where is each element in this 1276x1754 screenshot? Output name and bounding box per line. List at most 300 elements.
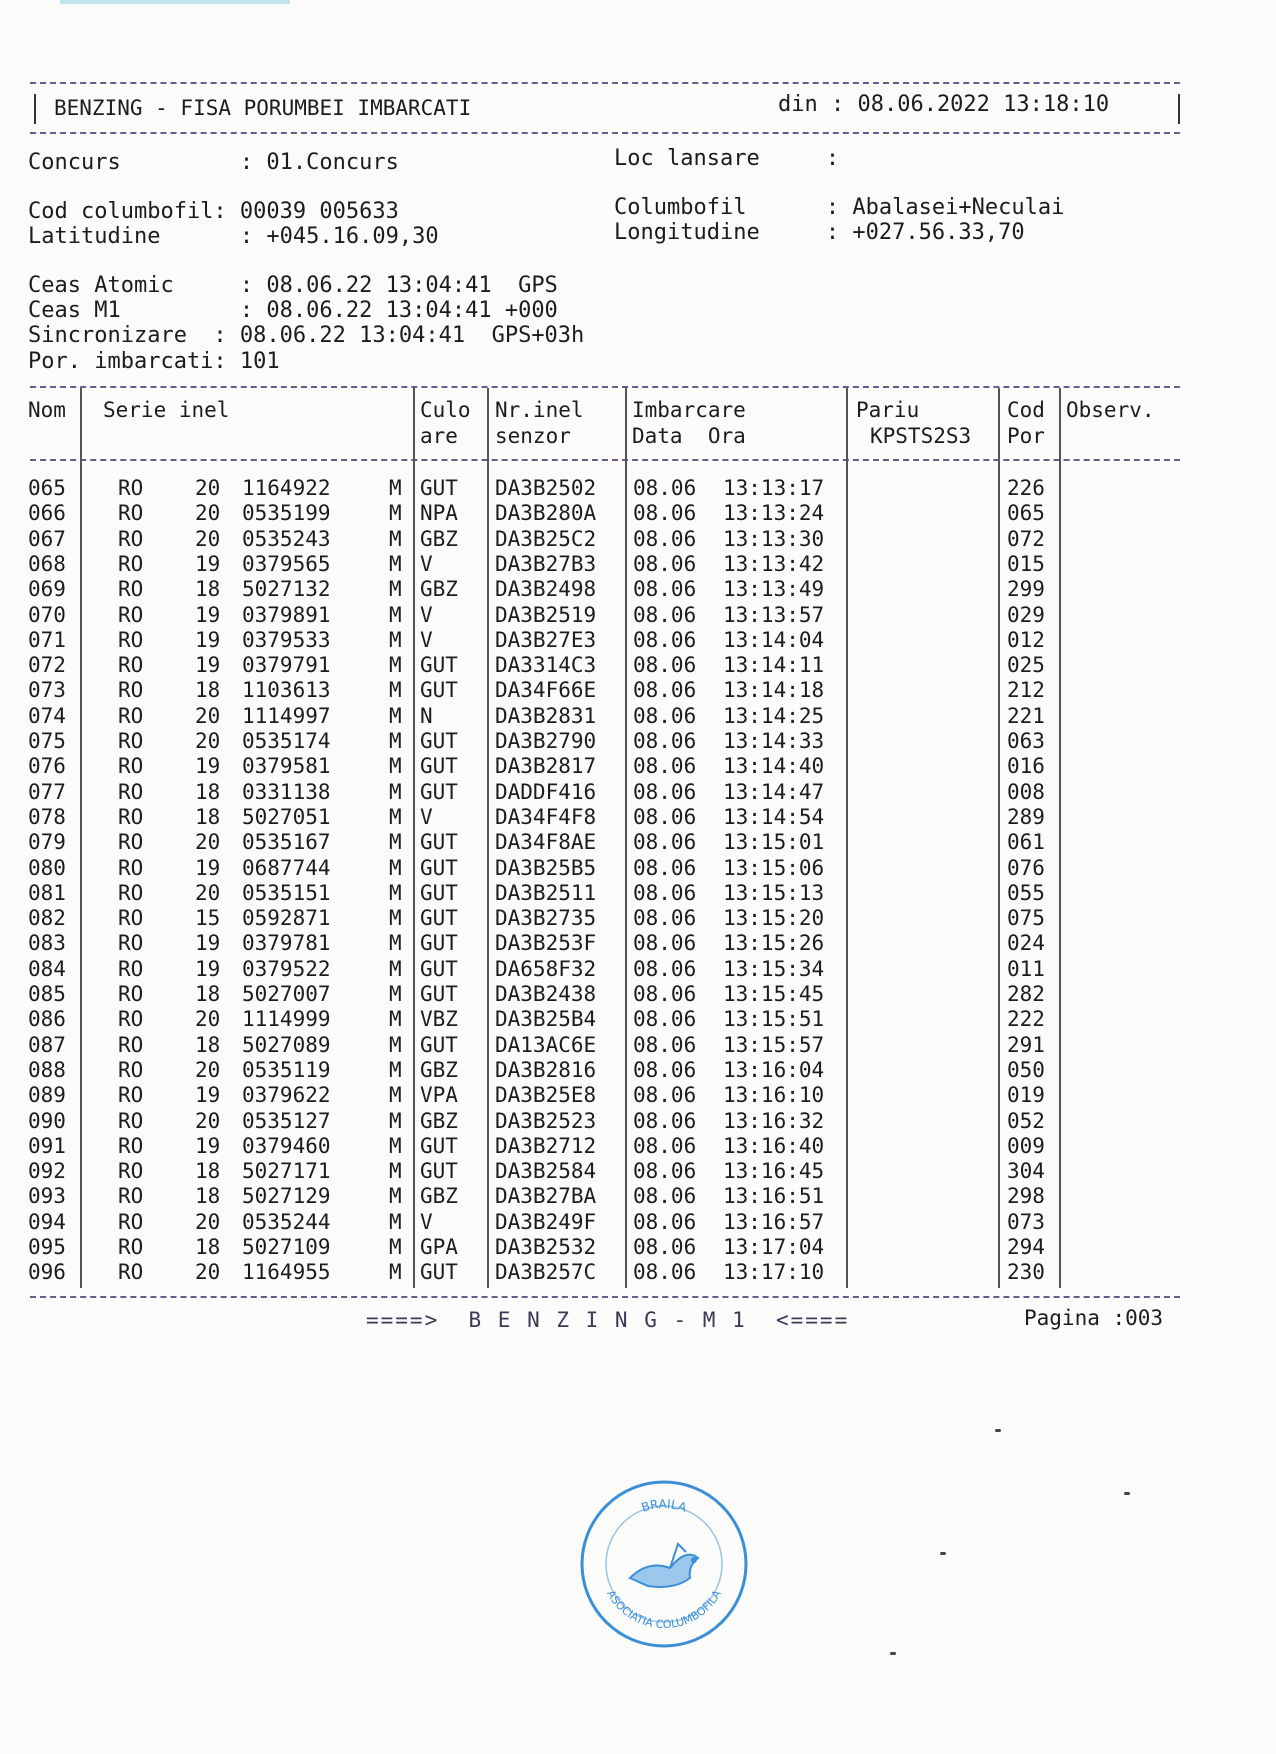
cell-tara: RO [118,1032,144,1057]
cell-nom: 065 [28,476,66,500]
table-row [0,1033,1276,1058]
cell-an: 20 [195,1108,221,1133]
cell-culoare: GUT [420,956,458,981]
cell-data: 08.06 [633,931,697,956]
table-row [0,754,1276,779]
cell-an: 18 [195,779,221,804]
cell-an: 18 [195,1235,221,1259]
cell-data: 08.06 [633,982,697,1006]
cell-nr: 0535151 [242,880,331,905]
scan-speck [890,1652,896,1655]
cell-an: 19 [195,551,221,576]
cell-tara: RO [118,956,144,981]
cell-sex: M [389,476,402,500]
cell-sex: M [389,956,402,981]
cell-nr: 5027109 [242,1235,331,1259]
cell-an: 19 [195,855,221,880]
cell-tara: RO [118,476,144,500]
footer-brand: ====> B E N Z I N G - M 1 <==== [366,1308,850,1332]
cell-ora: 13:16:32 [723,1108,825,1133]
cell-cod: 299 [1007,577,1045,602]
cell-senzor: DA3B2712 [495,1133,597,1158]
cell-an: 19 [195,627,221,652]
table-bottom-border [30,1296,1180,1298]
cell-sex: M [389,1184,402,1209]
cell-data: 08.06 [633,1032,697,1057]
cell-data: 08.06 [633,804,697,829]
cell-cod: 055 [1007,880,1045,905]
cell-culoare: GUT [420,476,458,500]
cell-culoare: GBZ [420,1057,458,1082]
cell-data: 08.06 [633,476,697,500]
cell-culoare: VPA [420,1083,458,1108]
table-row [0,653,1276,678]
cell-nom: 080 [28,855,66,880]
cell-ora: 13:16:04 [723,1057,825,1082]
cell-an: 20 [195,1007,221,1032]
cell-ora: 13:16:51 [723,1184,825,1209]
cell-tara: RO [118,729,144,753]
cell-tara: RO [118,931,144,956]
cell-ora: 13:16:10 [723,1083,825,1108]
table-top-border [30,386,1180,388]
cell-nr: 5027007 [242,982,331,1006]
cell-nr: 0379622 [242,1083,331,1108]
cell-nom: 087 [28,1032,66,1057]
cell-nom: 081 [28,880,66,905]
cell-an: 19 [195,602,221,627]
frame-right [1178,94,1180,124]
cell-ora: 13:13:42 [723,551,825,576]
table-row [0,603,1276,628]
sincronizare-line: Sincronizare : 08.06.22 13:04:41 GPS+03h [28,323,585,348]
header-nrinel-1: Nr.inel [495,398,584,422]
cell-ora: 13:14:11 [723,653,825,678]
scan-artifact [60,0,290,4]
cell-tara: RO [118,1159,144,1184]
cell-nr: 5027129 [242,1184,331,1209]
cell-tara: RO [118,1184,144,1209]
table-row [0,678,1276,703]
cell-ora: 13:14:47 [723,779,825,804]
association-stamp [578,1478,750,1650]
cell-culoare: GBZ [420,1108,458,1133]
cell-sex: M [389,1133,402,1158]
table-row [0,704,1276,729]
cell-sex: M [389,1083,402,1108]
cell-cod: 073 [1007,1209,1045,1234]
table-row [0,1083,1276,1108]
cell-nr: 0535119 [242,1057,331,1082]
cell-sex: M [389,577,402,602]
cell-cod: 016 [1007,754,1045,779]
cell-nr: 0379791 [242,653,331,678]
cell-ora: 13:15:01 [723,830,825,855]
table-row [0,830,1276,855]
cell-cod: 075 [1007,906,1045,931]
cell-nr: 0379891 [242,602,331,627]
cell-senzor: DA3B2519 [495,602,597,627]
table-row [0,527,1276,552]
cell-culoare: V [420,1209,433,1234]
cell-data: 08.06 [633,754,697,779]
cell-nr: 0331138 [242,779,331,804]
loc-lansare-line: Loc lansare : [614,146,840,171]
cell-data: 08.06 [633,1133,697,1158]
cell-nom: 089 [28,1083,66,1108]
cell-an: 19 [195,754,221,779]
cell-data: 08.06 [633,577,697,602]
cell-sex: M [389,931,402,956]
cell-sex: M [389,1057,402,1082]
cell-ora: 13:13:24 [723,501,825,526]
cell-cod: 304 [1007,1159,1045,1184]
cell-tara: RO [118,1133,144,1158]
cell-nom: 076 [28,754,66,779]
table-row [0,552,1276,577]
cell-cod: 063 [1007,729,1045,753]
cell-sex: M [389,729,402,753]
cell-cod: 024 [1007,931,1045,956]
cell-culoare: GUT [420,855,458,880]
cell-nom: 069 [28,577,66,602]
cell-ora: 13:15:13 [723,880,825,905]
cell-ora: 13:13:30 [723,526,825,551]
cell-sex: M [389,855,402,880]
cell-nom: 090 [28,1108,66,1133]
table-row [0,1007,1276,1032]
title-bottom-border [30,132,1180,134]
cell-nom: 078 [28,804,66,829]
cell-cod: 065 [1007,501,1045,526]
cell-senzor: DA3B2502 [495,476,597,500]
cell-tara: RO [118,602,144,627]
cell-ora: 13:17:04 [723,1235,825,1259]
cell-culoare: GBZ [420,1184,458,1209]
cell-nr: 5027089 [242,1032,331,1057]
table-row [0,1058,1276,1083]
cell-an: 20 [195,830,221,855]
cell-nr: 0535199 [242,501,331,526]
cell-nr: 0535167 [242,830,331,855]
table-row [0,805,1276,830]
cell-tara: RO [118,982,144,1006]
cell-culoare: GUT [420,729,458,753]
cell-sex: M [389,526,402,551]
cell-cod: 061 [1007,830,1045,855]
cell-culoare: GUT [420,754,458,779]
table-row [0,1109,1276,1134]
cell-tara: RO [118,526,144,551]
scan-speck [1124,1492,1130,1495]
cell-nr: 0535243 [242,526,331,551]
cell-sex: M [389,906,402,931]
cell-tara: RO [118,627,144,652]
cell-data: 08.06 [633,855,697,880]
cell-senzor: DA3B27BA [495,1184,597,1209]
cell-cod: 282 [1007,982,1045,1006]
cell-culoare: VBZ [420,1007,458,1032]
cell-nr: 0592871 [242,906,331,931]
cell-an: 19 [195,1133,221,1158]
cell-data: 08.06 [633,956,697,981]
scan-speck [995,1429,1001,1432]
cell-tara: RO [118,1209,144,1234]
cell-data: 08.06 [633,1007,697,1032]
cell-cod: 076 [1007,855,1045,880]
cell-culoare: N [420,703,433,728]
header-pariu-1: Pariu [856,398,920,422]
header-pariu-2: KPSTS2S3 [870,424,972,448]
cell-nom: 071 [28,627,66,652]
cell-tara: RO [118,906,144,931]
cell-sex: M [389,880,402,905]
cell-tara: RO [118,1007,144,1032]
cell-nom: 066 [28,501,66,526]
cell-culoare: GUT [420,830,458,855]
cell-ora: 13:14:40 [723,754,825,779]
table-row [0,1235,1276,1260]
cell-nr: 0379581 [242,754,331,779]
cell-data: 08.06 [633,501,697,526]
cell-culoare: GUT [420,1133,458,1158]
cell-nom: 073 [28,678,66,703]
cell-cod: 230 [1007,1260,1045,1285]
cell-sex: M [389,1260,402,1285]
cell-nr: 1114999 [242,1007,331,1032]
table-row [0,1210,1276,1235]
columbofil-line: Columbofil : Abalasei+Neculai [614,195,1065,220]
cell-tara: RO [118,1260,144,1285]
cell-sex: M [389,1159,402,1184]
cell-nom: 084 [28,956,66,981]
cell-ora: 13:16:45 [723,1159,825,1184]
cell-tara: RO [118,703,144,728]
cell-tara: RO [118,779,144,804]
cell-sex: M [389,804,402,829]
cell-nom: 074 [28,703,66,728]
header-imbarcare-2: Data Ora [632,424,746,448]
cell-culoare: V [420,627,433,652]
cell-cod: 298 [1007,1184,1045,1209]
cell-cod: 029 [1007,602,1045,627]
cell-senzor: DA13AC6E [495,1032,597,1057]
cell-ora: 13:15:51 [723,1007,825,1032]
cell-senzor: DA3B280A [495,501,597,526]
cell-tara: RO [118,501,144,526]
cell-nr: 0379522 [242,956,331,981]
cell-culoare: V [420,551,433,576]
cell-culoare: GUT [420,1032,458,1057]
table-row [0,780,1276,805]
cell-ora: 13:13:57 [723,602,825,627]
cell-data: 08.06 [633,1235,697,1259]
header-nrinel-2: senzor [495,424,571,448]
cell-ora: 13:15:34 [723,956,825,981]
cell-an: 19 [195,931,221,956]
table-row [0,476,1276,501]
cell-cod: 052 [1007,1108,1045,1133]
cell-ora: 13:14:54 [723,804,825,829]
cell-senzor: DA3B2498 [495,577,597,602]
cell-nr: 1114997 [242,703,331,728]
table-row [0,501,1276,526]
cell-cod: 212 [1007,678,1045,703]
report-datetime: din : 08.06.2022 13:18:10 [778,92,1110,117]
cell-ora: 13:16:40 [723,1133,825,1158]
cell-ora: 13:13:17 [723,476,825,500]
cell-nom: 072 [28,653,66,678]
header-cod-2: Por [1007,424,1045,448]
cell-an: 20 [195,501,221,526]
cell-an: 15 [195,906,221,931]
cell-nom: 070 [28,602,66,627]
cell-senzor: DA3B25B4 [495,1007,597,1032]
cell-nom: 086 [28,1007,66,1032]
cell-nom: 075 [28,729,66,753]
cell-senzor: DA3B27E3 [495,627,597,652]
cell-ora: 13:13:49 [723,577,825,602]
cell-tara: RO [118,678,144,703]
cell-data: 08.06 [633,1159,697,1184]
ceas-m1-line: Ceas M1 : 08.06.22 13:04:41 +000 [28,298,558,323]
cell-culoare: GUT [420,779,458,804]
cell-an: 20 [195,1260,221,1285]
cell-culoare: GUT [420,931,458,956]
cell-an: 18 [195,1184,221,1209]
header-cod-1: Cod [1007,398,1045,422]
cell-an: 19 [195,1083,221,1108]
cell-sex: M [389,653,402,678]
cell-ora: 13:15:26 [723,931,825,956]
cell-cod: 019 [1007,1083,1045,1108]
cell-nom: 083 [28,931,66,956]
cell-senzor: DA3B2523 [495,1108,597,1133]
report-title: BENZING - FISA PORUMBEI IMBARCATI [54,96,472,120]
cell-sex: M [389,754,402,779]
cell-data: 08.06 [633,627,697,652]
cell-nr: 0379460 [242,1133,331,1158]
cell-culoare: GUT [420,678,458,703]
cod-columbofil-line: Cod columbofil: 00039 005633 [28,199,399,224]
cell-tara: RO [118,855,144,880]
table-row [0,1184,1276,1209]
latitudine-line: Latitudine : +045.16.09,30 [28,224,439,249]
cell-data: 08.06 [633,526,697,551]
cell-nr: 0379781 [242,931,331,956]
cell-nr: 0687744 [242,855,331,880]
cell-an: 20 [195,1209,221,1234]
cell-sex: M [389,982,402,1006]
cell-ora: 13:15:06 [723,855,825,880]
cell-senzor: DA3B2790 [495,729,597,753]
cell-ora: 13:17:10 [723,1260,825,1285]
cell-nr: 0535127 [242,1108,331,1133]
cell-sex: M [389,501,402,526]
table-row [0,729,1276,754]
cell-cod: 289 [1007,804,1045,829]
cell-ora: 13:14:18 [723,678,825,703]
cell-tara: RO [118,1057,144,1082]
cell-nr: 1164922 [242,476,331,500]
cell-tara: RO [118,754,144,779]
cell-culoare: V [420,602,433,627]
cell-senzor: DA3B257C [495,1260,597,1285]
cell-cod: 221 [1007,703,1045,728]
cell-cod: 015 [1007,551,1045,576]
scan-speck [940,1552,946,1555]
cell-sex: M [389,627,402,652]
cell-nr: 1164955 [242,1260,331,1285]
cell-nr: 1103613 [242,678,331,703]
cell-culoare: GUT [420,653,458,678]
cell-sex: M [389,703,402,728]
cell-nom: 091 [28,1133,66,1158]
table-row [0,856,1276,881]
cell-cod: 291 [1007,1032,1045,1057]
table-row [0,628,1276,653]
cell-data: 08.06 [633,1108,697,1133]
table-row [0,1260,1276,1285]
cell-senzor: DA3B2438 [495,982,597,1006]
top-border [30,82,1180,84]
cell-senzor: DA3B2532 [495,1235,597,1259]
cell-cod: 222 [1007,1007,1045,1032]
cell-data: 08.06 [633,779,697,804]
cell-nom: 095 [28,1235,66,1259]
table-row [0,577,1276,602]
svg-text:BRAILA [640,1497,689,1515]
cell-an: 20 [195,476,221,500]
cell-an: 20 [195,1057,221,1082]
cell-an: 18 [195,1159,221,1184]
cell-senzor: DA34F66E [495,678,597,703]
table-row [0,957,1276,982]
cell-senzor: DA658F32 [495,956,597,981]
frame-left [34,94,36,124]
cell-senzor: DA3B25C2 [495,526,597,551]
cell-nom: 085 [28,982,66,1006]
cell-nr: 0535174 [242,729,331,753]
cell-sex: M [389,1209,402,1234]
cell-nr: 0379565 [242,551,331,576]
table-row [0,1134,1276,1159]
cell-data: 08.06 [633,703,697,728]
cell-data: 08.06 [633,830,697,855]
cell-data: 08.06 [633,678,697,703]
cell-tara: RO [118,577,144,602]
cell-nr: 5027051 [242,804,331,829]
cell-data: 08.06 [633,1083,697,1108]
cell-ora: 13:14:25 [723,703,825,728]
table-row [0,931,1276,956]
longitudine-line: Longitudine : +027.56.33,70 [614,220,1025,245]
pigeon-icon [630,1544,698,1587]
cell-tara: RO [118,1108,144,1133]
cell-tara: RO [118,880,144,905]
cell-culoare: GUT [420,1260,458,1285]
cell-senzor: DA3B27B3 [495,551,597,576]
cell-an: 20 [195,880,221,905]
cell-senzor: DA3B25B5 [495,855,597,880]
cell-sex: M [389,602,402,627]
cell-nom: 096 [28,1260,66,1285]
cell-nom: 077 [28,779,66,804]
cell-culoare: GBZ [420,577,458,602]
cell-sex: M [389,1032,402,1057]
cell-nom: 088 [28,1057,66,1082]
cell-sex: M [389,1007,402,1032]
